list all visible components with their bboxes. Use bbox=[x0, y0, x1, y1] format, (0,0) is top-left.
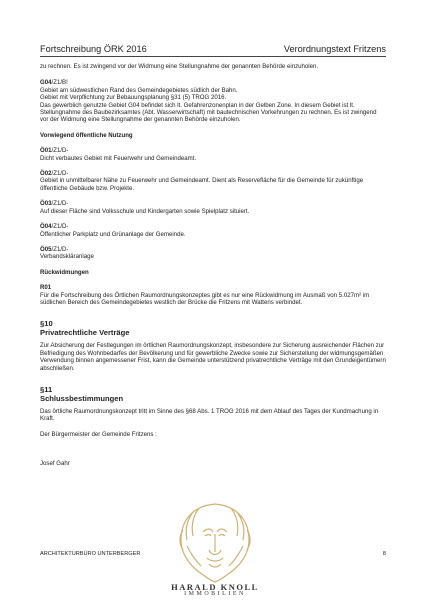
section-10-title: Privatrechtliche Verträge bbox=[40, 328, 130, 338]
header-right: Verordnungstext Fritzens bbox=[283, 44, 386, 54]
o01-code: Ö01/Z1/D- bbox=[40, 147, 69, 155]
logo-subtitle: IMMOBILIEN bbox=[184, 591, 246, 597]
o05-text: Verbandskläranlage bbox=[40, 253, 94, 261]
o03-code: Ö03/Z1/D- bbox=[40, 200, 69, 208]
section-10-number: §10 bbox=[40, 319, 53, 329]
public-use-heading: Vorwiegend öffentliche Nutzung bbox=[40, 131, 133, 139]
g04-line-3: Das gewerblich genutzte Gebiet G04 befindet sich lt. Gefahrenzonenplan in der Gelben Zone. In diesem Gebiet ist lt. Stellungnahme des Baubezirksamtes (Abt. Wasserwirtschaft) mit bautechnischen Vorkehrungen zu rechnen. Es ist zwingend vor der Widmung eine Stellungnahme der genannten Behörde einzuholen. bbox=[40, 101, 377, 124]
o03-text: Auf dieser Fläche sind Volksschule und Kindergarten sowie Spielplatz situiert. bbox=[40, 207, 250, 215]
page-header bbox=[40, 44, 386, 57]
mayor-line: Der Bürgermeister der Gemeinde Fritzens : bbox=[40, 430, 157, 438]
o05-code: Ö05/Z1/D- bbox=[40, 245, 69, 253]
r01-code: R01 bbox=[40, 284, 52, 292]
signatory-name: Josef Gahr bbox=[40, 460, 70, 468]
lion-logo bbox=[163, 500, 267, 600]
o02-text: Gebiet in unmittelbarer Nähe zu Feuerwehr und Gemeindeamt. Dient als Reservefläche für die Gemeinde für zukünftige öffentliche Gebäude bzw. Projekte. bbox=[40, 177, 364, 192]
g04-line-1: Gebiet am südwestlichen Rand des Gemeindegebietes südlich der Bahn. bbox=[40, 86, 238, 94]
header-left: Fortschreibung ÖRK 2016 bbox=[40, 44, 147, 54]
o01-text: Dicht verbautes Gebiet mit Feuerwehr und Gemeindeamt. bbox=[40, 154, 197, 162]
intro-text: zu rechnen. Es ist zwingend vor der Widmung eine Stellungnahme der genannten Behörde einzuholen. bbox=[40, 63, 319, 70]
r01-text: Für die Fortschreibung des Örtlichen Raumordnungskonzeptes gibt es nur eine Rückwidmung im Ausmaß von 5.027m² im südlichen Bereich des Gemeindegebietes westlich der Brücke die Fritzens mit Wattens verbindet. bbox=[40, 291, 370, 306]
document-page bbox=[40, 44, 386, 468]
g04-code: G04/Z1/B! bbox=[40, 79, 68, 87]
logo-name: HARALD KNOLL bbox=[171, 582, 259, 592]
section-11-number: §11 bbox=[40, 384, 53, 394]
footer-office: ARCHITEKTURBÜRO UNTERBERGER bbox=[40, 551, 141, 557]
section-11-text: Das örtliche Raumordnungskonzept tritt im Sinne des §68 Abs. 1 TROG 2016 mit dem Ablauf des Tages der Kundmachung in Kraft. bbox=[40, 407, 379, 423]
o04-text: Öffentlicher Parkplatz und Grünanlage der Gemeinde. bbox=[40, 230, 186, 238]
page-number: 8 bbox=[382, 551, 386, 557]
section-10-text: Zur Absicherung der Festlegungen im örtlichen Raumordnungskonzept, insbesondere zur Sicherung ausreichender Flächen zur Befriedigung des Wohnbedarfes der Bevölkerung und für gewerbliche Zwecke sowie zur Sicherstellung der widmungsgemäßen Verwendung binnen angemessener Frist, kann die Gemeinde unterstützend privatrechtliche Verträge mit den Grundeigentümern abschließen. bbox=[40, 342, 386, 372]
rueckwidmungen-heading: Rückwidmungen bbox=[40, 268, 89, 276]
o04-code: Ö04/Z1/D- bbox=[40, 223, 69, 231]
section-11-title: Schlussbestimmungen bbox=[40, 393, 124, 403]
g04-line-2: Gebiet mit Verpflichtung zur Bebauungsplanung §31 (5) TROG 2016. bbox=[40, 94, 227, 102]
o02-code: Ö02/Z1/D- bbox=[40, 170, 69, 178]
